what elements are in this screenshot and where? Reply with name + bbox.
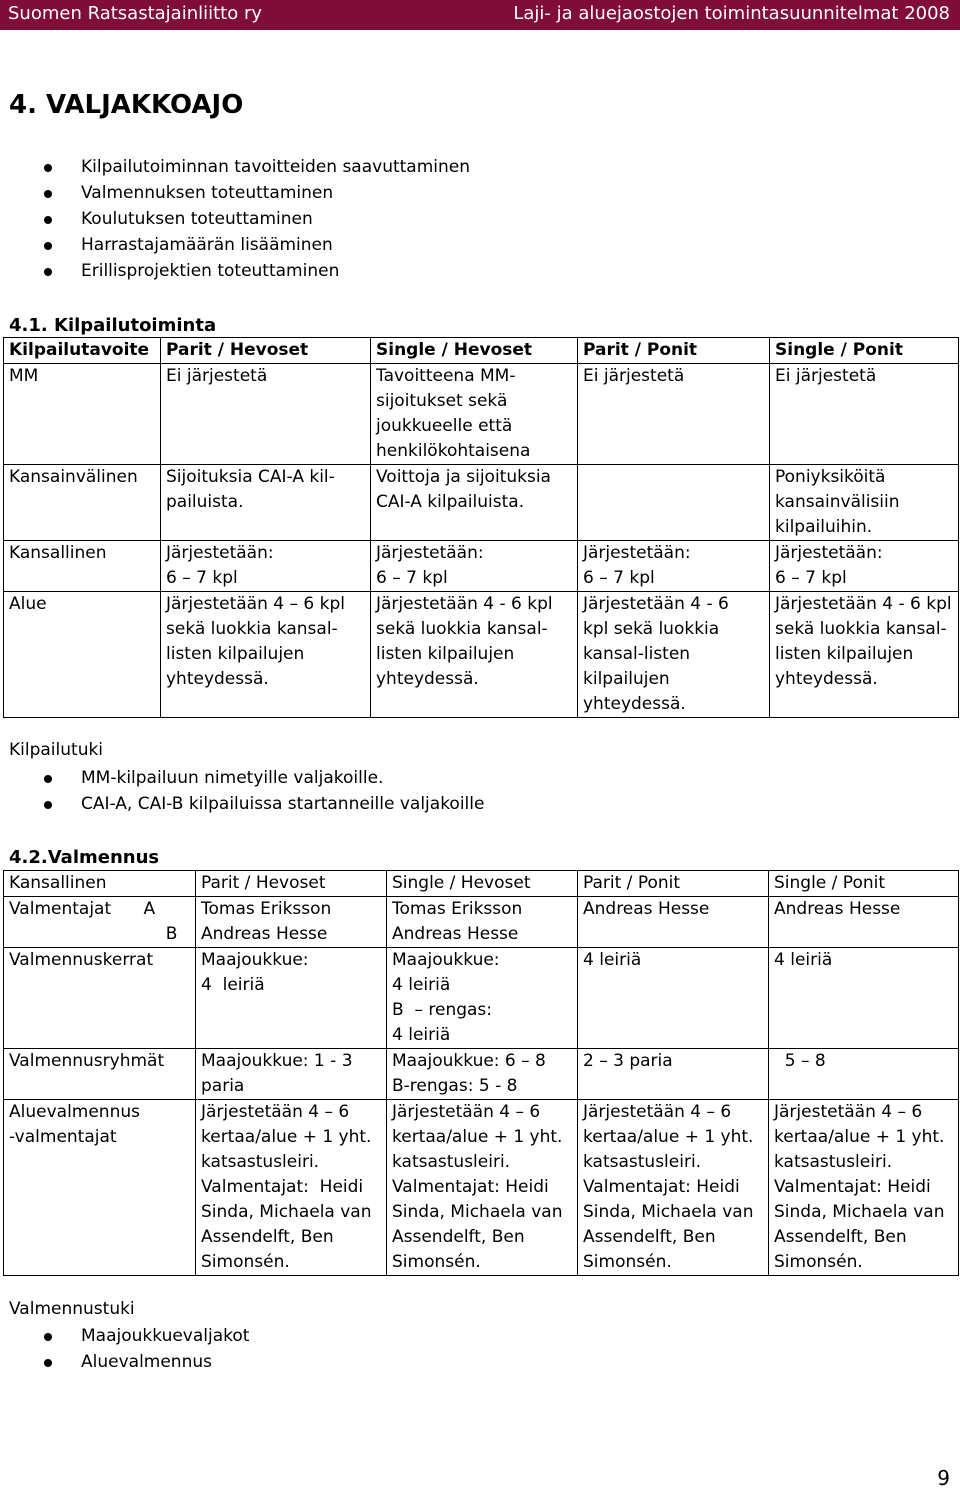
table-cell bbox=[161, 592, 371, 718]
cell-line: Tomas Eriksson bbox=[201, 899, 332, 919]
column-header: Single / Hevoset bbox=[371, 338, 578, 364]
table-row bbox=[4, 948, 959, 1049]
list-item: Maajoukkuevaljakot bbox=[0, 1324, 249, 1350]
table-row bbox=[4, 541, 959, 592]
cell-line: 4 leiriä bbox=[201, 975, 265, 995]
header-doc-title: Laji- ja aluejaostojen toimintasuunnitelmat 2008 bbox=[513, 3, 950, 24]
cell-line: joukkueelle että bbox=[376, 416, 513, 436]
table-cell bbox=[578, 1049, 769, 1100]
valmennus-heading: 4.2.Valmennus bbox=[9, 847, 160, 868]
cell-line: 6 – 7 kpl bbox=[775, 568, 847, 588]
cell-line: Valmentajat: Heidi bbox=[201, 1177, 364, 1197]
kilpailutuki-list bbox=[0, 766, 484, 818]
cell-line: MM bbox=[9, 366, 39, 386]
cell-line: Maajoukkue: bbox=[201, 950, 309, 970]
cell-line: Andreas Hesse bbox=[392, 924, 519, 944]
cell-line: CAI-A kilpailuista. bbox=[376, 492, 525, 512]
column-header: Parit / Hevoset bbox=[161, 338, 371, 364]
column-header: Single / Hevoset bbox=[387, 871, 578, 897]
table-cell bbox=[196, 897, 387, 948]
cell-line: listen kilpailujen bbox=[775, 644, 914, 664]
cell-line: 4 leiriä bbox=[583, 950, 642, 970]
cell-line: sekä luokkia kansal- bbox=[775, 619, 947, 639]
running-header bbox=[0, 0, 960, 30]
table-cell bbox=[371, 592, 578, 718]
list-item: Valmennuksen toteuttaminen bbox=[0, 181, 470, 207]
cell-line: 5 – 8 bbox=[774, 1051, 826, 1071]
table-cell bbox=[578, 948, 769, 1049]
valmennustuki-list bbox=[0, 1324, 249, 1376]
cell-line: Järjestetään: bbox=[775, 543, 883, 563]
table-cell bbox=[371, 465, 578, 541]
cell-line: listen kilpailujen bbox=[376, 644, 515, 664]
cell-line: Tavoitteena MM- bbox=[376, 366, 516, 386]
table-row bbox=[4, 1100, 959, 1276]
cell-line: Simonsén. bbox=[201, 1252, 290, 1272]
cell-line: Järjestetään: bbox=[166, 543, 274, 563]
table-cell bbox=[770, 592, 959, 718]
cell-line: Andreas Hesse bbox=[774, 899, 901, 919]
cell-line: Ei järjestetä bbox=[583, 366, 685, 386]
goals-list bbox=[0, 155, 470, 285]
list-item: Harrastajamäärän lisääminen bbox=[0, 233, 470, 259]
cell-line: henkilökohtaisena bbox=[376, 441, 531, 461]
cell-line: Järjestetään 4 – 6 bbox=[774, 1102, 923, 1122]
list-item: Aluevalmennus bbox=[0, 1350, 249, 1376]
table-cell bbox=[4, 541, 161, 592]
cell-line: 4 leiriä bbox=[392, 975, 451, 995]
kilpailutuki-heading: Kilpailutuki bbox=[9, 740, 104, 760]
table-cell bbox=[196, 948, 387, 1049]
cell-line: paria bbox=[201, 1076, 245, 1096]
column-header: Kilpailutavoite bbox=[4, 338, 161, 364]
valmennustuki-heading: Valmennustuki bbox=[9, 1299, 135, 1319]
cell-line: Assendelft, Ben bbox=[774, 1227, 907, 1247]
cell-line: Valmentajat: Heidi bbox=[583, 1177, 740, 1197]
cell-line: 6 – 7 kpl bbox=[376, 568, 448, 588]
table-cell bbox=[387, 1049, 578, 1100]
cell-line: Maajoukkue: bbox=[392, 950, 500, 970]
cell-line: Simonsén. bbox=[583, 1252, 672, 1272]
table-cell bbox=[578, 1100, 769, 1276]
cell-line: Maajoukkue: 1 - 3 bbox=[201, 1051, 353, 1071]
table-cell bbox=[578, 592, 770, 718]
cell-line: Simonsén. bbox=[392, 1252, 481, 1272]
cell-line: katsastusleiri. bbox=[774, 1152, 893, 1172]
column-header: Parit / Ponit bbox=[578, 871, 769, 897]
kilpailutoiminta-heading: 4.1. Kilpailutoiminta bbox=[9, 315, 217, 336]
table-cell bbox=[161, 465, 371, 541]
table-cell bbox=[196, 1100, 387, 1276]
cell-line: yhteydessä. bbox=[166, 669, 269, 689]
cell-line: Ei järjestetä bbox=[166, 366, 268, 386]
cell-line: B bbox=[9, 924, 178, 944]
table-cell bbox=[4, 465, 161, 541]
table-row bbox=[4, 364, 959, 465]
table-cell bbox=[371, 364, 578, 465]
list-item: CAI-A, CAI-B kilpailuissa startanneille valjakoille bbox=[0, 792, 484, 818]
table-row bbox=[4, 1049, 959, 1100]
cell-line: B – rengas: bbox=[392, 1000, 493, 1020]
cell-line: yhteydessä. bbox=[376, 669, 479, 689]
table-cell bbox=[387, 897, 578, 948]
cell-line: Assendelft, Ben bbox=[392, 1227, 525, 1247]
table-cell bbox=[161, 541, 371, 592]
cell-line: 4 leiriä bbox=[774, 950, 833, 970]
cell-line: Järjestetään 4 – 6 kpl bbox=[166, 594, 345, 614]
cell-line: 6 – 7 kpl bbox=[166, 568, 238, 588]
cell-line: Maajoukkue: 6 – 8 bbox=[392, 1051, 546, 1071]
valmennus-table bbox=[3, 870, 959, 1276]
cell-line: Simonsén. bbox=[774, 1252, 863, 1272]
cell-line: Valmentajat: Heidi bbox=[774, 1177, 931, 1197]
cell-line: sekä luokkia kansal- bbox=[376, 619, 548, 639]
cell-line: kpl sekä luokkia bbox=[583, 619, 720, 639]
cell-line: Järjestetään: bbox=[583, 543, 691, 563]
cell-line: kertaa/alue + 1 yht. bbox=[583, 1127, 754, 1147]
cell-line: Sinda, Michaela van bbox=[201, 1202, 372, 1222]
cell-line: -valmentajat bbox=[9, 1127, 117, 1147]
column-header: Single / Ponit bbox=[770, 338, 959, 364]
cell-line: 4 leiriä bbox=[392, 1025, 451, 1045]
cell-line: Valmentajat A bbox=[9, 899, 156, 919]
cell-line: Assendelft, Ben bbox=[201, 1227, 334, 1247]
cell-line: kansal-listen bbox=[583, 644, 691, 664]
cell-line: 2 – 3 paria bbox=[583, 1051, 673, 1071]
cell-line: Järjestetään 4 – 6 bbox=[583, 1102, 732, 1122]
cell-line: Järjestetään 4 – 6 bbox=[392, 1102, 541, 1122]
cell-line: kilpailuihin. bbox=[775, 517, 873, 537]
column-header: Single / Ponit bbox=[769, 871, 959, 897]
cell-line: Ei järjestetä bbox=[775, 366, 877, 386]
table-cell bbox=[769, 897, 959, 948]
cell-line: kertaa/alue + 1 yht. bbox=[201, 1127, 372, 1147]
list-item: Koulutuksen toteuttaminen bbox=[0, 207, 470, 233]
table-cell bbox=[387, 948, 578, 1049]
cell-line: pailuista. bbox=[166, 492, 244, 512]
cell-line: kertaa/alue + 1 yht. bbox=[392, 1127, 563, 1147]
table-cell bbox=[4, 948, 196, 1049]
table-cell bbox=[4, 1049, 196, 1100]
cell-line: Andreas Hesse bbox=[583, 899, 710, 919]
page-number: 9 bbox=[937, 1466, 950, 1490]
cell-line: sekä luokkia kansal- bbox=[166, 619, 338, 639]
table-header-row bbox=[4, 871, 959, 897]
cell-line: Järjestetään 4 - 6 kpl bbox=[376, 594, 553, 614]
header-org: Suomen Ratsastajainliitto ry bbox=[8, 3, 263, 24]
column-header: Kansallinen bbox=[4, 871, 196, 897]
cell-line: yhteydessä. bbox=[775, 669, 878, 689]
table-cell bbox=[770, 364, 959, 465]
list-item: MM-kilpailuun nimetyille valjakoille. bbox=[0, 766, 484, 792]
cell-line bbox=[583, 465, 764, 490]
cell-line: katsastusleiri. bbox=[201, 1152, 320, 1172]
cell-line: 6 – 7 kpl bbox=[583, 568, 655, 588]
table-row bbox=[4, 592, 959, 718]
table-cell bbox=[4, 592, 161, 718]
table-cell bbox=[4, 364, 161, 465]
cell-line: Sinda, Michaela van bbox=[392, 1202, 563, 1222]
cell-line: katsastusleiri. bbox=[392, 1152, 511, 1172]
cell-line: Andreas Hesse bbox=[201, 924, 328, 944]
cell-line: B-rengas: 5 - 8 bbox=[392, 1076, 518, 1096]
cell-line: kertaa/alue + 1 yht. bbox=[774, 1127, 945, 1147]
section-title: 4. VALJAKKOAJO bbox=[9, 90, 244, 120]
cell-line: listen kilpailujen bbox=[166, 644, 305, 664]
column-header: Parit / Ponit bbox=[578, 338, 770, 364]
cell-line: Valmennuskerrat bbox=[9, 950, 154, 970]
table-row bbox=[4, 897, 959, 948]
table-cell bbox=[769, 948, 959, 1049]
cell-line: Valmennusryhmät bbox=[9, 1051, 165, 1071]
cell-line: Järjestetään 4 - 6 bbox=[583, 594, 729, 614]
kilpailutoiminta-table bbox=[3, 337, 959, 718]
table-cell bbox=[161, 364, 371, 465]
table-cell bbox=[769, 1100, 959, 1276]
cell-line: Poniyksiköitä bbox=[775, 467, 886, 487]
table-cell bbox=[371, 541, 578, 592]
cell-line: Alue bbox=[9, 594, 47, 614]
cell-line: Tomas Eriksson bbox=[392, 899, 523, 919]
table-cell bbox=[196, 1049, 387, 1100]
table-header-row bbox=[4, 338, 959, 364]
cell-line: yhteydessä. bbox=[583, 694, 686, 714]
cell-line: Järjestetään 4 - 6 kpl bbox=[775, 594, 952, 614]
table-cell bbox=[4, 897, 196, 948]
cell-line: Assendelft, Ben bbox=[583, 1227, 716, 1247]
cell-line: katsastusleiri. bbox=[583, 1152, 702, 1172]
table-cell bbox=[770, 541, 959, 592]
column-header: Parit / Hevoset bbox=[196, 871, 387, 897]
table-cell bbox=[578, 364, 770, 465]
cell-line: Sinda, Michaela van bbox=[774, 1202, 945, 1222]
cell-line: Valmentajat: Heidi bbox=[392, 1177, 549, 1197]
cell-line: kansainvälisiin bbox=[775, 492, 900, 512]
table-cell bbox=[770, 465, 959, 541]
cell-line: Voittoja ja sijoituksia bbox=[376, 467, 551, 487]
cell-line: Järjestetään: bbox=[376, 543, 484, 563]
cell-line: sijoitukset sekä bbox=[376, 391, 508, 411]
cell-line: Kansallinen bbox=[9, 543, 107, 563]
table-cell bbox=[769, 1049, 959, 1100]
table-cell bbox=[4, 1100, 196, 1276]
cell-line: Sinda, Michaela van bbox=[583, 1202, 754, 1222]
list-item: Kilpailutoiminnan tavoitteiden saavuttaminen bbox=[0, 155, 470, 181]
cell-line: Sijoituksia CAI-A kil- bbox=[166, 467, 335, 487]
list-item: Erillisprojektien toteuttaminen bbox=[0, 259, 470, 285]
table-cell bbox=[387, 1100, 578, 1276]
cell-line: Kansainvälinen bbox=[9, 467, 138, 487]
cell-line: Aluevalmennus bbox=[9, 1102, 140, 1122]
table-cell bbox=[578, 897, 769, 948]
table-row bbox=[4, 465, 959, 541]
cell-line: Järjestetään 4 – 6 bbox=[201, 1102, 350, 1122]
table-cell bbox=[578, 465, 770, 541]
table-cell bbox=[578, 541, 770, 592]
cell-line: kilpailujen bbox=[583, 669, 670, 689]
